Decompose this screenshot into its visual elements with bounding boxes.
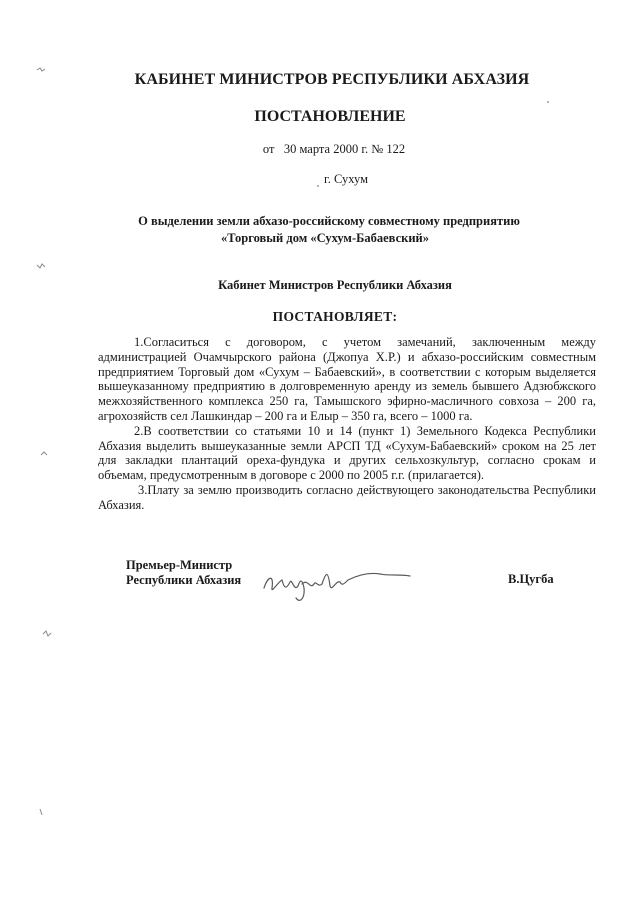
resolution-body xyxy=(98,335,596,513)
handwritten-signature xyxy=(256,558,416,606)
subject-line-1: О выделении земли абхазо-российскому совместному предприятию xyxy=(138,214,520,228)
paragraph-2: 2.В соответствии со статьями 10 и 14 (пункт 1) Земельного Кодекса Республики Абхазия выделить вышеуказанные земли АРСП ТД «Сухум-Бабаевский» сроком на 25 лет для закладки плантаций ореха-фундука и других сельхозкультур, согласно срокам и объемам, предусмотренным в договоре с 2000 по 2005 г.г. (прилагается). xyxy=(98,423,596,483)
margin-speck-mark xyxy=(40,450,50,458)
date-and-number: от 30 марта 2000 г. № 122 xyxy=(262,142,406,156)
city-line: г. Сухум xyxy=(323,172,368,186)
margin-speck-mark xyxy=(36,262,46,270)
dust-speck-mark xyxy=(546,100,550,104)
issuer-line: Кабинет Министров Республики Абхазия xyxy=(218,278,452,292)
signatory-title xyxy=(126,558,241,588)
margin-speck-mark xyxy=(36,66,46,74)
margin-speck-mark xyxy=(38,808,48,816)
signatory-name: В.Цугба xyxy=(508,572,554,586)
document-type-heading: ПОСТАНОВЛЕНИЕ xyxy=(254,108,406,125)
organization-title: КАБИНЕТ МИНИСТРОВ РЕСПУБЛИКИ АБХАЗИЯ xyxy=(134,71,530,88)
paragraph-1: 1.Согласиться с договором, с учетом замечаний, заключенным между администрацией Очамчырского района (Джопуа Х.Р.) и абхазо-российским совместным предприятием Торговый дом «Сухум – Бабаевский», в соответствии с которым выделяется вышеуказанному предприятию в долговременную аренду из земель бывшего Адзюбжского межхозяйственного комплекса 250 га, Тамышского эфирно-масличного совхоза – 200 га, агрохозяйств сел Лашкиндар – 200 га и Елыр – 350 га, всего – 1000 га. xyxy=(98,335,596,423)
resolves-heading: ПОСТАНОВЛЯЕТ: xyxy=(272,309,398,324)
dust-speck-mark xyxy=(316,184,320,188)
paragraph-3: 3.Плату за землю производить согласно действующего законодательства Республики Абхазия. xyxy=(98,482,596,512)
subject-line-2: «Торговый дом «Сухум-Бабаевский» xyxy=(221,231,429,245)
signatory-title-line-2: Республики Абхазия xyxy=(126,573,242,587)
signatory-title-line-1: Премьер-Министр xyxy=(126,558,233,572)
margin-speck-mark xyxy=(42,630,52,638)
